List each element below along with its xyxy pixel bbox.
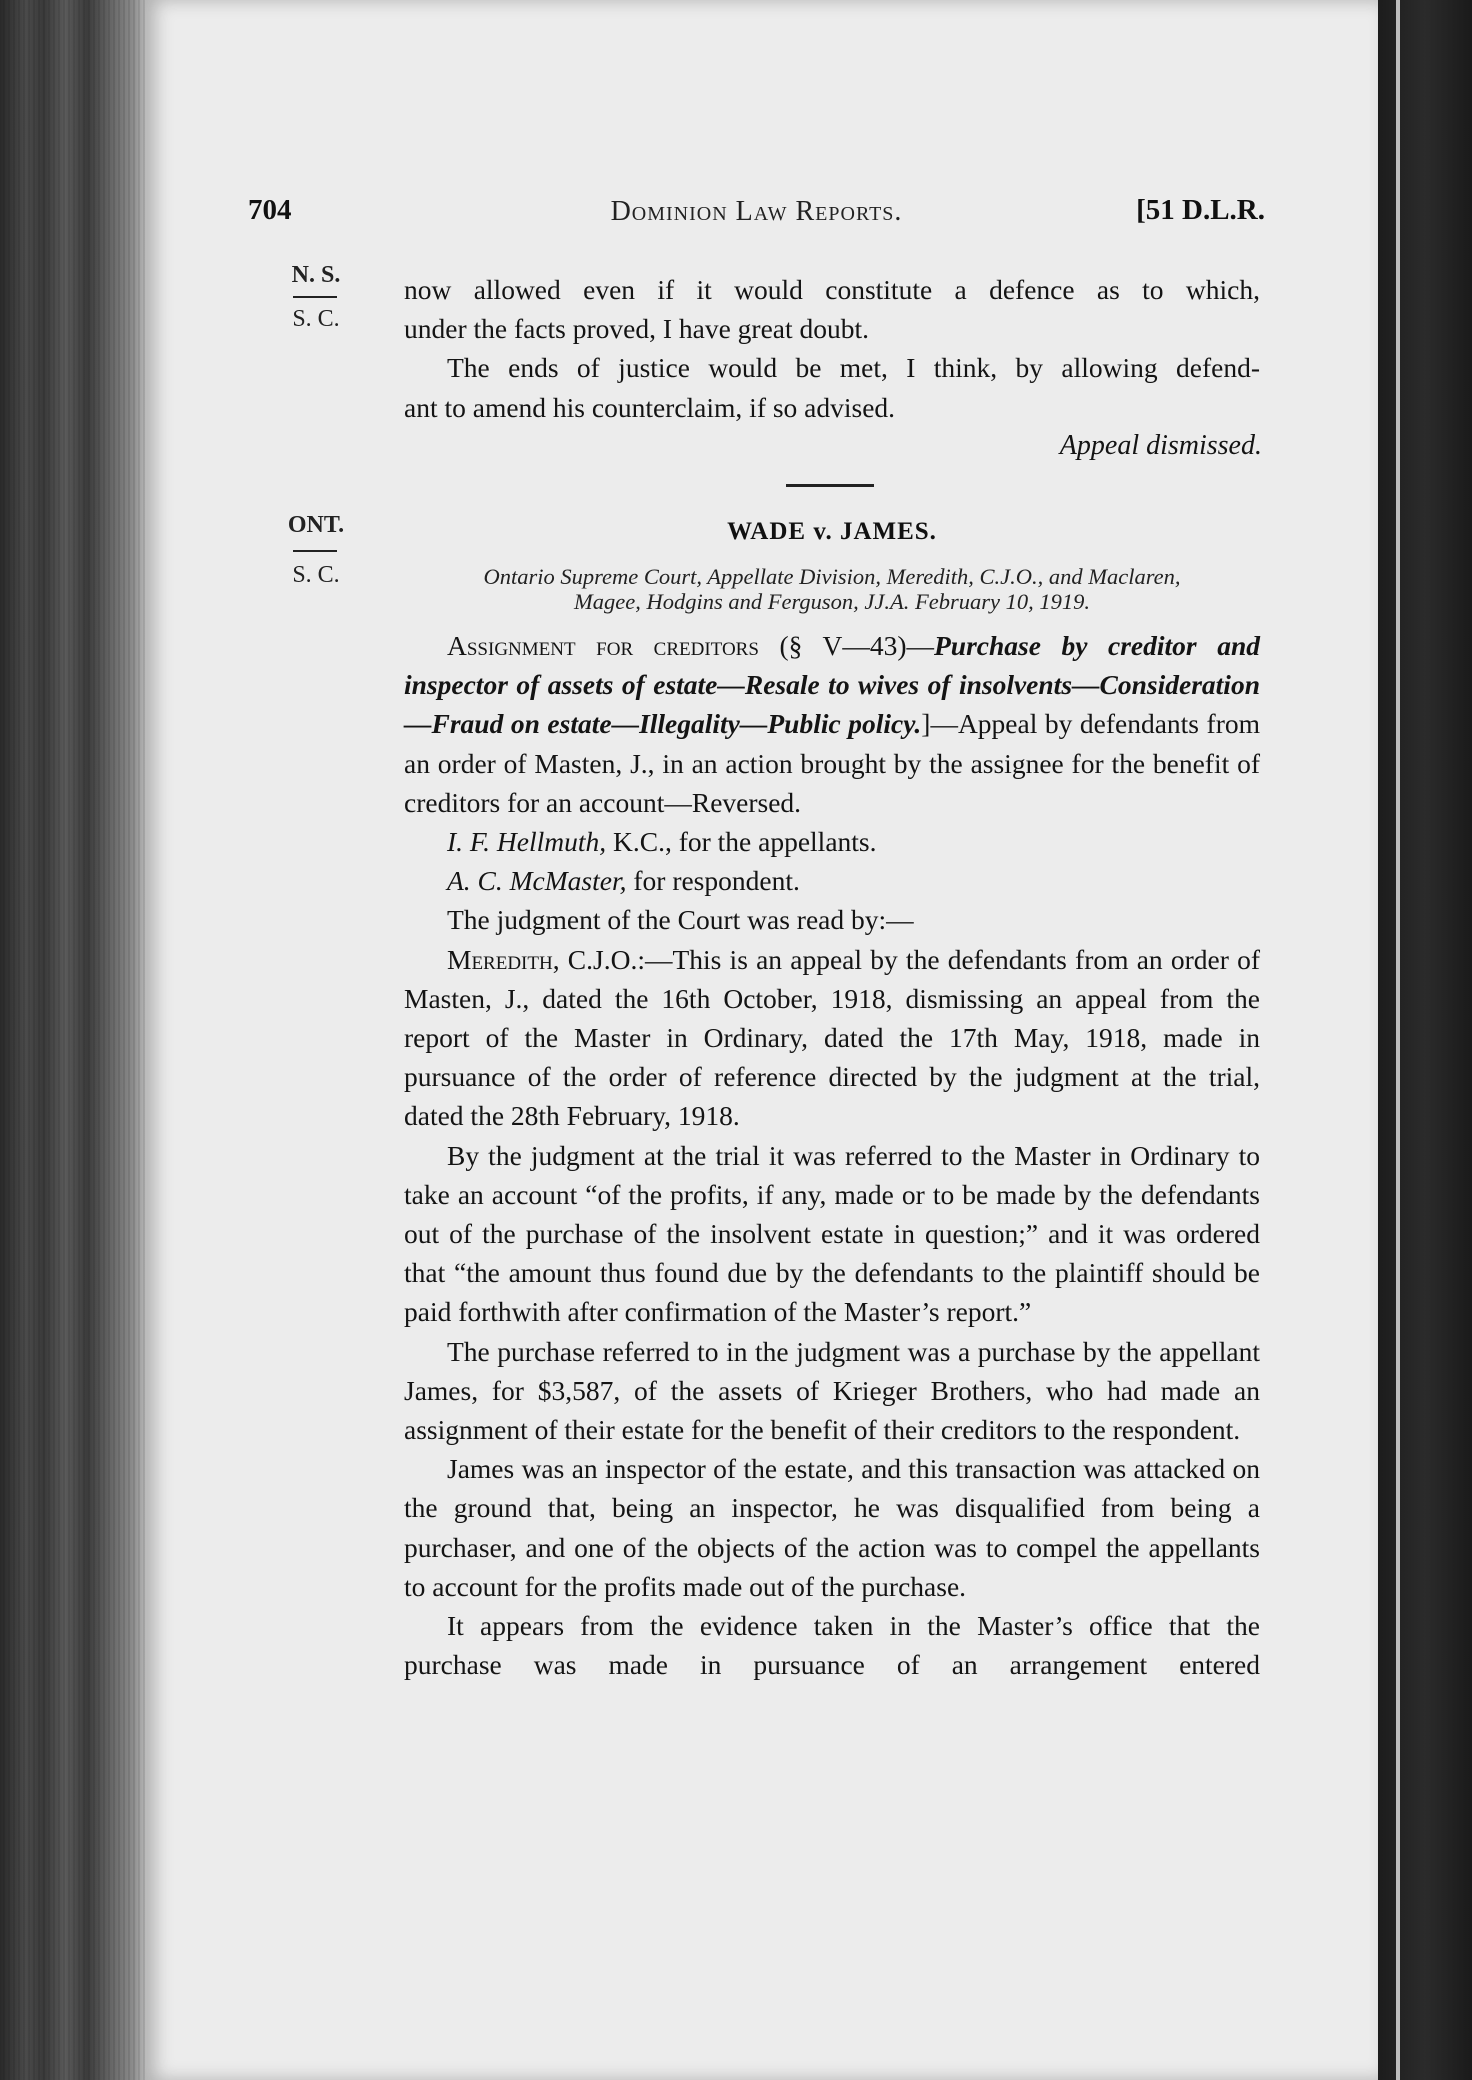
judgment-opening-text: C.J.O.:—This is an appeal by the defendants from an order of Masten, J., dated the 16th October, 1918, dismissing an appeal from the report of the Master in Ordinary, dated the 17th May, 1918, made in pursuance of the order of reference directed by the judgment at the trial, dated the 28th February, 1918. [404,943,1260,1132]
judgment-intro: The judgment of the Court was read by:— [447,904,914,936]
paragraph-purchase: The purchase referred to in the judgment was a purchase by the appellant James, for $3,587, of the assets of Krieger Brothers, who had made an assignment of their estate for the benefit of their creditors to the respondent. [404,1335,1260,1446]
second-case-body [404,626,1260,1684]
paragraph-evidence: It appears from the evidence taken in the Master’s office that the purchase was made in pursuance of an arrangement entered [404,1610,1260,1681]
page-header [248,194,1265,234]
text-line: now allowed even if it would constitute a defence as to which, [404,274,1260,305]
headnote-lead: Assignment for creditors [447,630,759,661]
counsel-appellant [404,822,1260,861]
court-line-2: Magee, Hodgins and Ferguson, JJ.A. February 10, 1919. [574,589,1090,614]
case-divider [786,484,874,487]
margin-rule [293,550,337,552]
margin-rule [293,296,337,298]
counsel-respondent-name: A. C. McMaster, [447,865,627,897]
counsel-appellant-name: I. F. Hellmuth, [447,826,607,858]
disposition-text: Appeal dismissed. [1059,430,1262,461]
margin-province-ont: ONT. [287,512,345,538]
margin-court-sc: S. C. [292,562,340,588]
text-line: ant to amend his counterclaim, if so advised. [404,391,896,423]
counsel-respondent [404,861,1260,900]
counsel-appellant-text: K.C., for the appellants. [606,826,877,858]
paragraph-inspector: James was an inspector of the estate, and this transaction was attacked on the ground that, being an inspector, he was disqualified from being a purchaser, and one of the objects of the action was to compel the appellants to account for the profits made out of the purchase. [404,1453,1260,1602]
headnote-section: (§ V—43)— [758,630,934,661]
text-line: The ends of justice would be met, I think, by allowing defend- [447,352,1260,384]
facing-page-edge [1378,0,1472,2080]
running-title: Dominion Law Reports. [610,196,903,227]
margin-province-ns: N. S. [291,262,341,288]
headnote [404,626,1260,822]
court-line-1: Ontario Supreme Court, Appellate Division, Meredith, C.J.O., and Maclaren, [483,564,1181,589]
book-spine-edge [0,0,145,2080]
counsel-respondent-text: for respondent. [626,865,800,897]
paragraph-reference: By the judgment at the trial it was referred to the Master in Ordinary to take an account “of the profits, if any, made or to be made by the defendants out of the purchase of the insolvent estate in question;” and it was ordered that “the amount thus found due by the defendants to the plaintiff should be paid forthwith after confirmation of the Master’s report.” [404,1139,1260,1328]
case-title: WADE v. JAMES. [727,518,937,545]
judge-name: Meredith, [447,943,560,975]
volume-reference: [51 D.L.R. [1136,194,1265,226]
page-number: 704 [248,194,292,226]
text-line: under the facts proved, I have great doubt. [404,313,870,345]
headnote-rest: ]—Appeal by defendants from an order of Masten, J., in an action brought by the assignee for the benefit of creditors for an account—Reversed. [404,708,1260,818]
margin-court-sc: S. C. [292,306,340,332]
judgment-opening [404,940,1260,1136]
first-case-body [404,270,1260,427]
headnote-italic: Purchase by creditor and inspector of assets of estate—Resale to wives of insolvents—Consideration—Fraud on estate—Illegality—Public policy. [404,630,1260,740]
